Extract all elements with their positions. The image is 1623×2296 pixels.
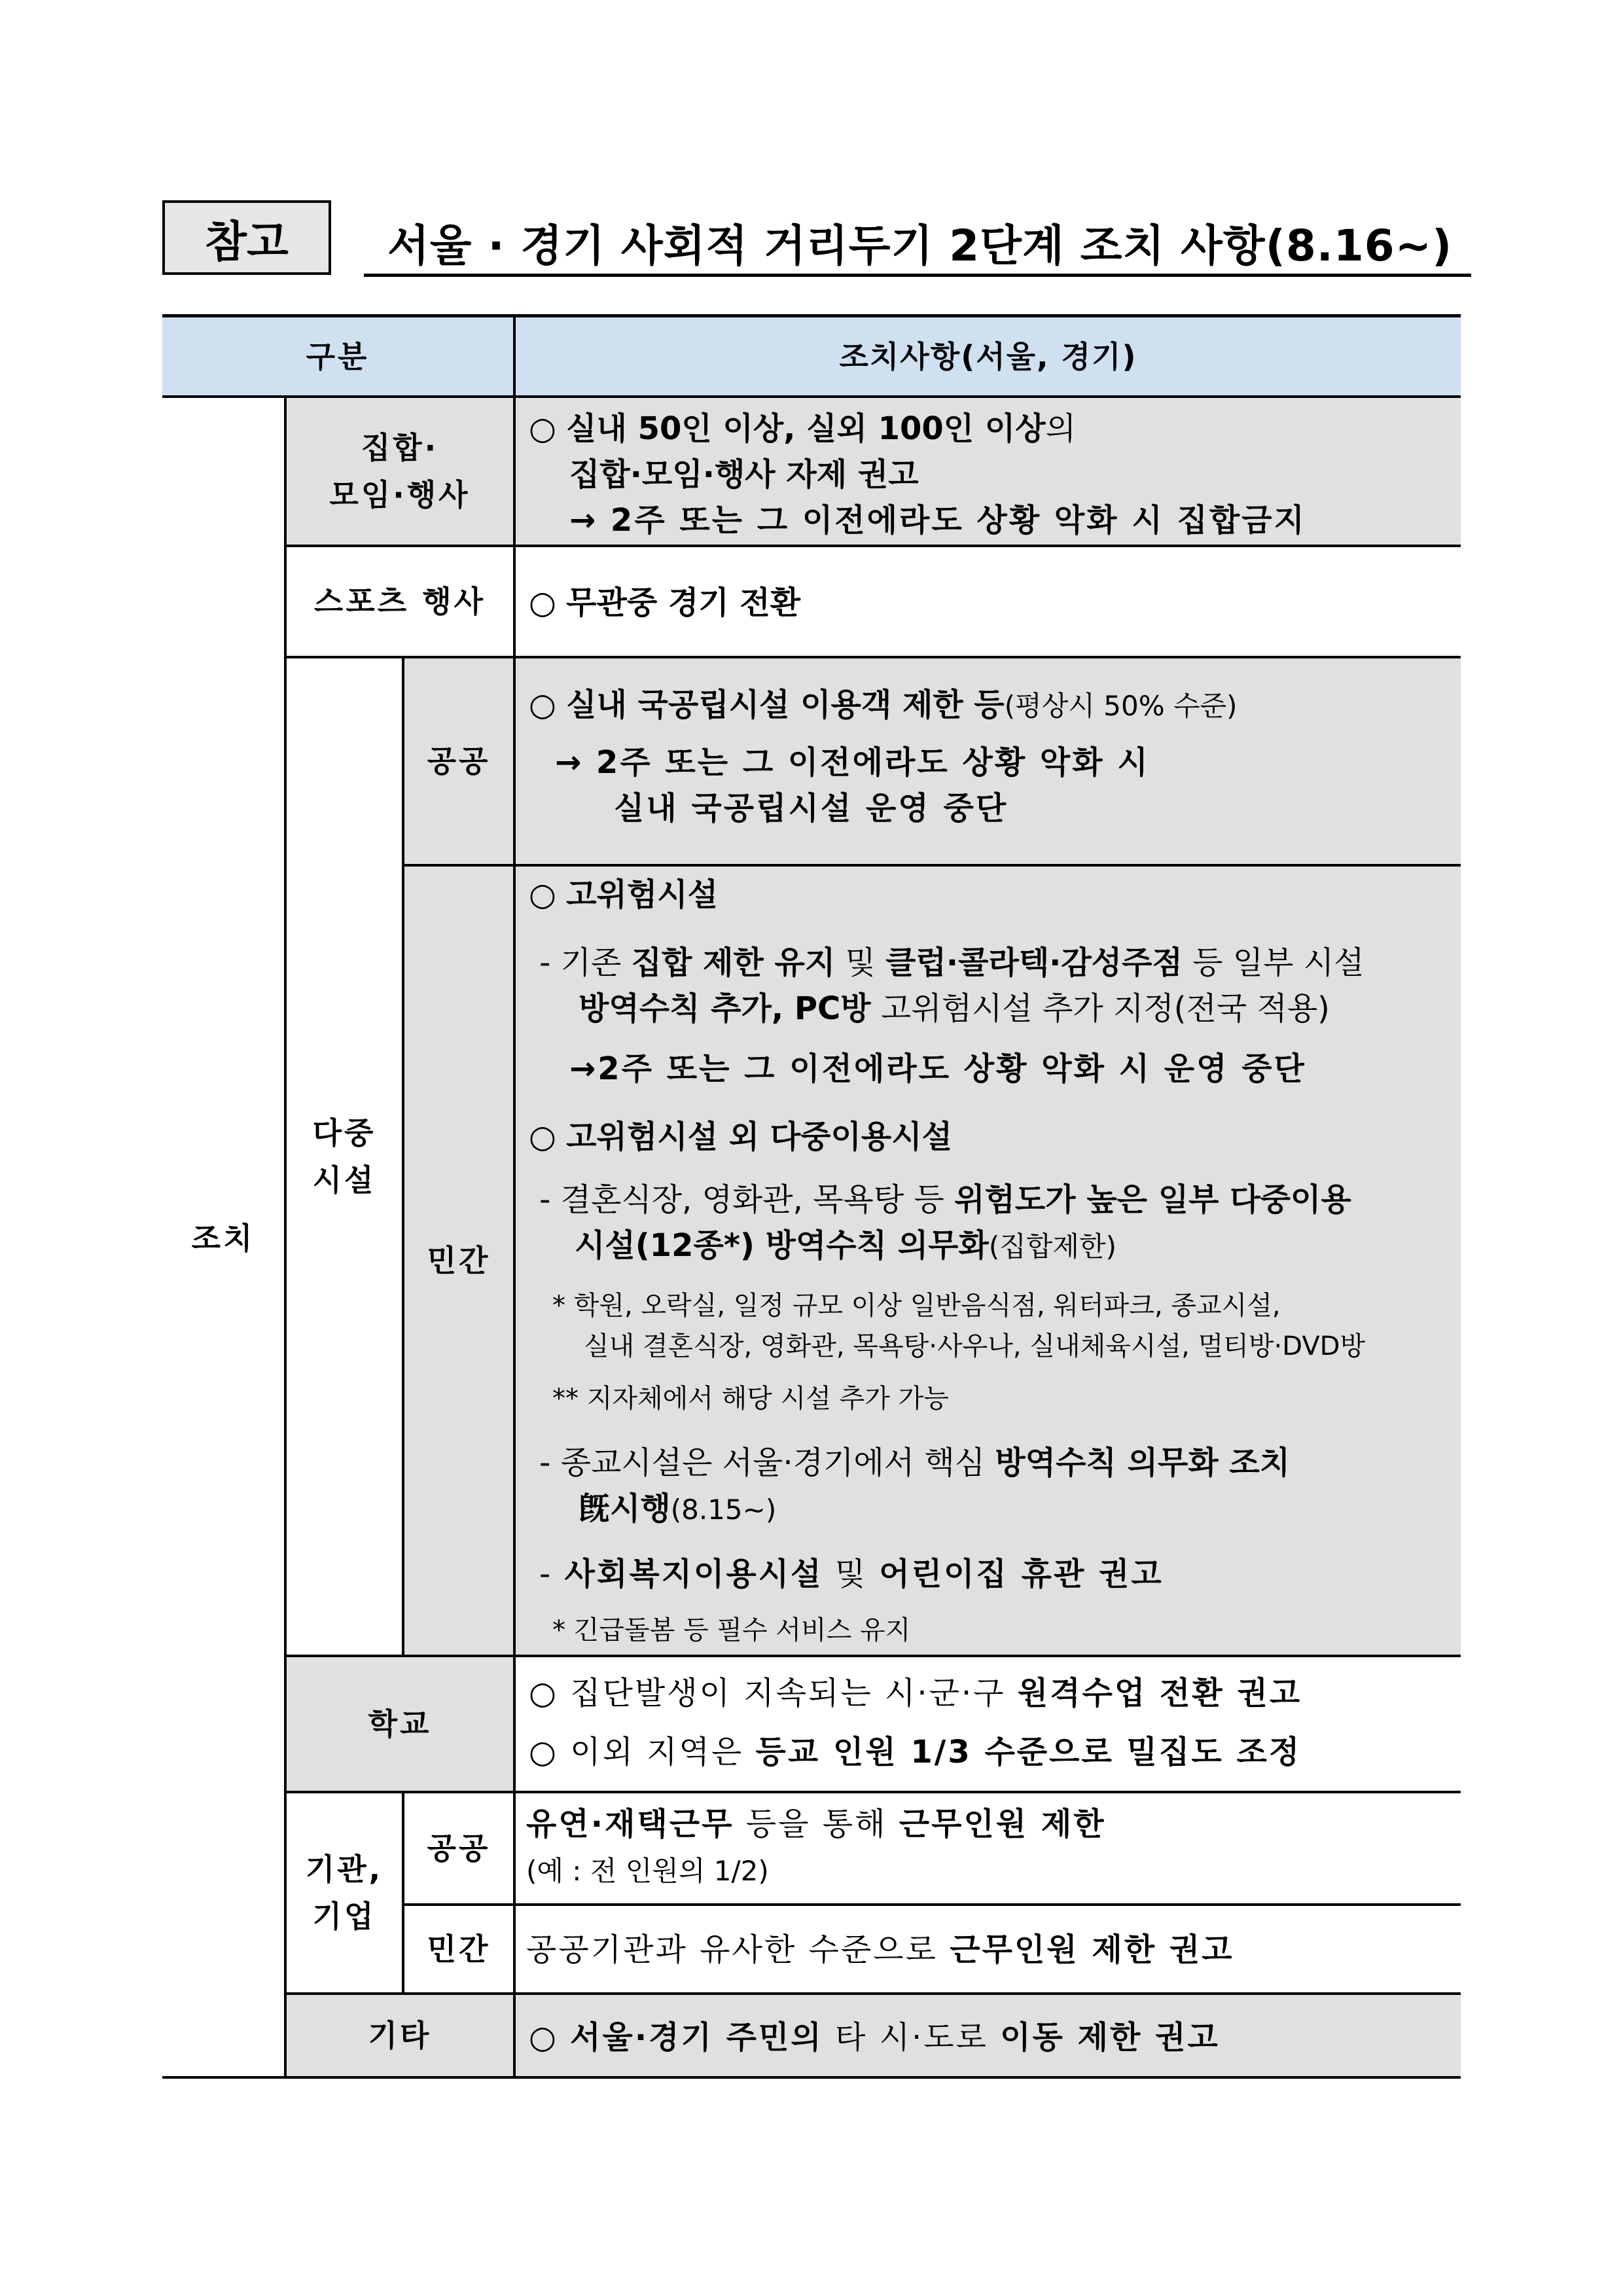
row-content-facilities-public: ○ 실내 국공립시설 이용객 제한 등(평상시 50% 수준) → 2주 또는 그 이전에라도 상황 악화 시 실내 국공립시설 운영 중단	[513, 656, 1461, 864]
group-label-measures: 조치	[162, 395, 284, 2079]
row-label-etc: 기타	[284, 1992, 513, 2079]
row-content-sports: ○ 무관중 경기 전환	[513, 545, 1461, 656]
row-content-facilities-private: ○ 고위험시설 - 기존 집합 제한 유지 및 클럽·콜라텍·감성주점 등 일부 시설 방역수칙 추가, PC방 고위험시설 추가 지정(전국 적용) →2주 또는 그 이전에라도 상황 악화 시 운영 중단 ○ 고위험시설 외 다중이용시설 - 결혼식장, 영화관, 목욕탕 등 위험도가 높은 일부 다중이용 시설(12종*) 방역수칙 의무화(집합제한) * 학원, 오락실, 일정 규모 이상 일반음식점, 워터파크, 종교시설, 실내 결혼식장, 영화관, 목욕탕·사우나, 실내체육시설, 멀티방·DVD방 ** 지자체에서 해당 시설 추가 가능 - 종교시설은 서울·경기에서 핵심 방역수칙 의무화 조치 旣시행(8.15~) - 사회복지이용시설 및 어린이집 휴관 권고 * 긴급돌봄 등 필수 서비스 유지	[513, 864, 1461, 1655]
col-header-measures: 조치사항(서울, 경기)	[513, 314, 1461, 395]
row-content-gathering: ○ 실내 50인 이상, 실외 100인 이상의 집합·모임·행사 자제 권고 → 2주 또는 그 이전에라도 상황 악화 시 집합금지	[513, 395, 1461, 545]
bullet-circle-icon: ○	[529, 876, 556, 913]
row-label-facilities-private: 민간	[402, 864, 513, 1655]
row-label-sports: 스포츠 행사	[284, 545, 513, 656]
col-header-category: 구분	[162, 314, 513, 395]
row-label-facilities: 다중 시설	[284, 656, 402, 1655]
note-local-addition: ** 지자체에서 해당 시설 추가 가능	[552, 1384, 949, 1414]
row-label-school: 학교	[284, 1655, 513, 1791]
row-label-organizations: 기관, 기업	[284, 1791, 402, 1992]
row-content-etc: ○ 서울·경기 주민의 타 시·도로 이동 제한 권고	[513, 1992, 1461, 2079]
bullet-circle-icon: ○	[529, 1734, 558, 1770]
bullet-circle-icon: ○	[529, 410, 556, 447]
bullet-circle-icon: ○	[529, 584, 556, 621]
page-title: 서울 · 경기 사회적 거리두기 2단계 조치 사항(8.16~)	[387, 221, 1453, 271]
bullet-circle-icon: ○	[529, 687, 556, 723]
row-label-facilities-public: 공공	[402, 656, 513, 864]
row-label-gathering: 집합· 모임·행사	[284, 395, 513, 545]
bullet-circle-icon: ○	[529, 1119, 556, 1155]
bullet-circle-icon: ○	[529, 1675, 558, 1712]
bullet-circle-icon: ○	[529, 2019, 558, 2056]
note-facility-list-2: 실내 결혼식장, 영화관, 목욕탕·사우나, 실내체육시설, 멀티방·DVD방	[584, 1331, 1366, 1361]
row-content-org-public: 유연·재택근무 등을 통해 근무인원 제한 (예 : 전 인원의 1/2)	[513, 1791, 1461, 1903]
row-label-org-public: 공공	[402, 1791, 513, 1903]
row-label-org-private: 민간	[402, 1903, 513, 1992]
note-facility-list-1: * 학원, 오락실, 일정 규모 이상 일반음식점, 워터파크, 종교시설,	[552, 1291, 1281, 1321]
reference-label: 참고	[205, 216, 289, 267]
note-emergency-care: * 긴급돌봄 등 필수 서비스 유지	[552, 1615, 911, 1645]
table-bottom-border	[162, 2076, 284, 2079]
row-content-school: ○ 집단발생이 지속되는 시·군·구 원격수업 전환 권고 ○ 이외 지역은 등교 인원 1/3 수준으로 밀집도 조정	[513, 1655, 1461, 1791]
row-content-org-private: 공공기관과 유사한 수준으로 근무인원 제한 권고	[513, 1903, 1461, 1992]
